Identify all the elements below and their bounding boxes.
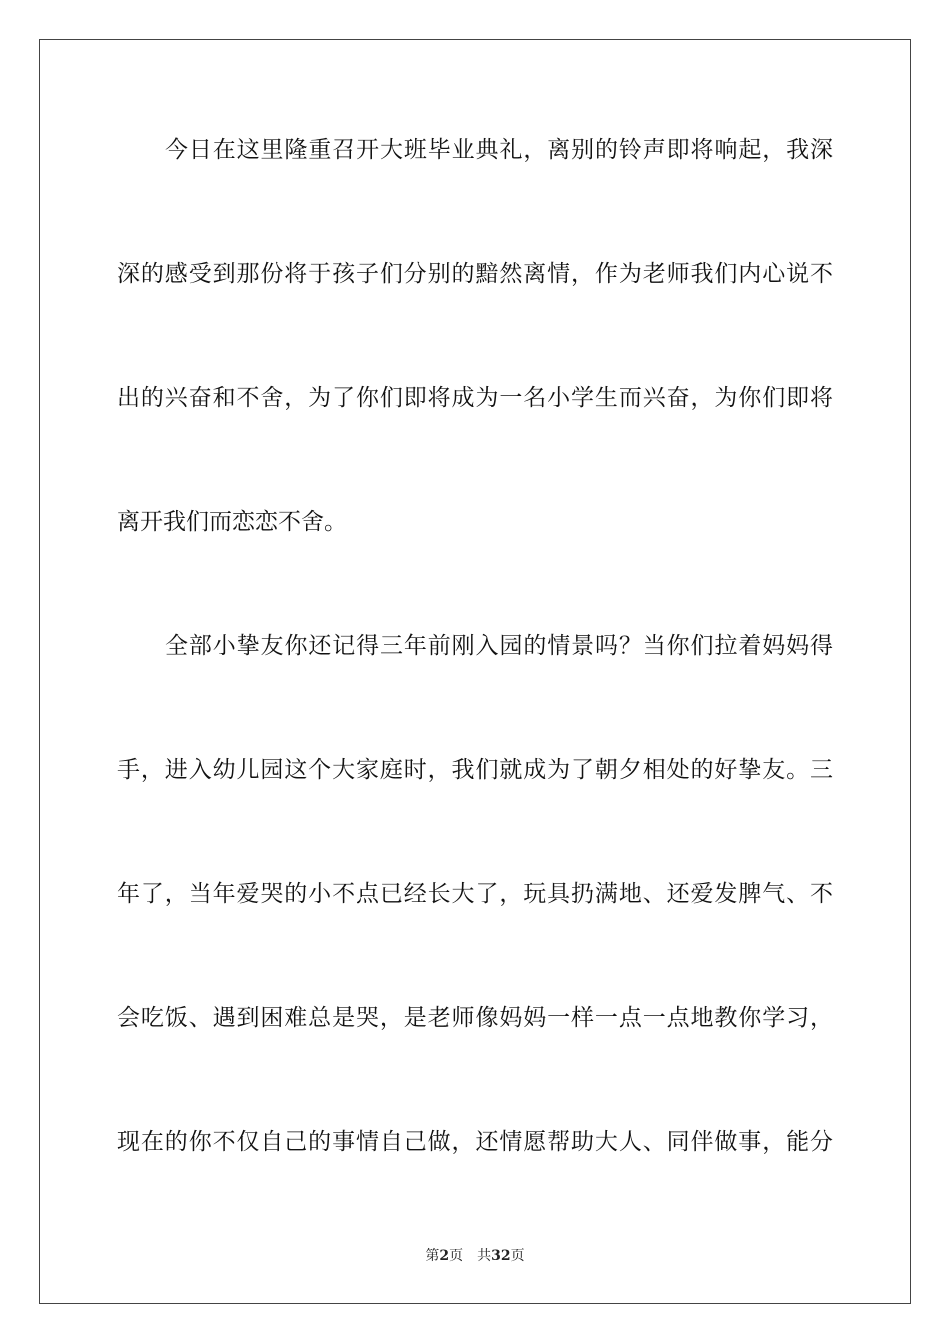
paragraph-1-line-4: 离开我们而恋恋不舍。	[117, 509, 347, 535]
paragraph-2-line-2: 手，进入幼儿园这个大家庭时，我们就成为了朝夕相处的好挚友。三	[117, 757, 833, 783]
page-footer	[0, 1246, 950, 1266]
paragraph-1-line-2: 深的感受到那份将于孩子们分别的黯然离情，作为老师我们内心说不	[117, 261, 833, 287]
paragraph-1-line-3: 出的兴奋和不舍，为了你们即将成为一名小学生而兴奋，为你们即将	[117, 385, 833, 411]
footer-page-prefix: 第	[425, 1248, 440, 1264]
footer-total-suffix: 页	[510, 1248, 525, 1264]
paragraph-2-line-4: 会吃饭、遇到困难总是哭，是老师像妈妈一样一点一点地教你学习，	[117, 1005, 833, 1031]
footer-page-suffix: 页	[449, 1248, 464, 1264]
paragraph-2-line-1: 全部小挚友你还记得三年前刚入园的情景吗？当你们拉着妈妈得	[165, 633, 833, 659]
paragraph-1-line-1: 今日在这里隆重召开大班毕业典礼，离别的铃声即将响起，我深	[165, 137, 833, 163]
footer-page-number: 2	[439, 1248, 450, 1264]
footer-total-prefix: 共	[477, 1248, 492, 1264]
page-border	[39, 39, 911, 1304]
footer-total-pages: 32	[491, 1248, 511, 1264]
paragraph-2-line-5: 现在的你不仅自己的事情自己做，还情愿帮助大人、同伴做事，能分	[117, 1129, 833, 1155]
paragraph-2-line-3: 年了，当年爱哭的小不点已经长大了，玩具扔满地、还爱发脾气、不	[117, 881, 833, 907]
